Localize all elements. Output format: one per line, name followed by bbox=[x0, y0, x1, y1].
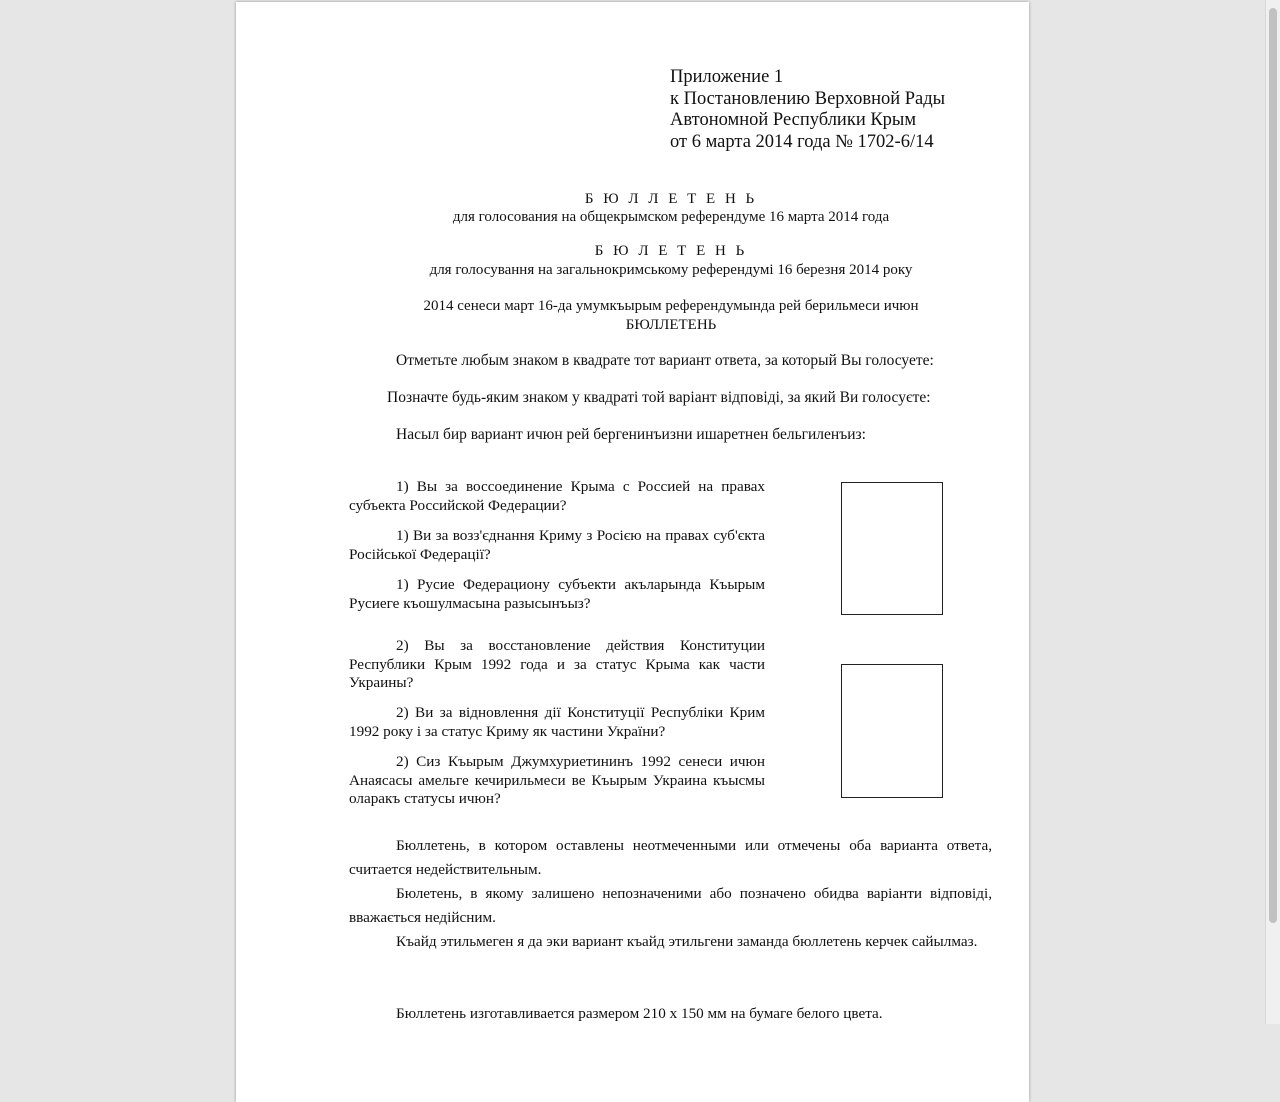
appendix-line: Автономной Республики Крым bbox=[670, 110, 917, 130]
ballot-title-crh: БЮЛЛЕТЕНЬ bbox=[625, 317, 717, 333]
document-page bbox=[236, 2, 1029, 1102]
appendix-header bbox=[670, 67, 945, 153]
note-invalid-crh: Къайд этильмеген я да эки вариант къайд этильгени заманда бюллетень керчек сайылмаз. bbox=[396, 933, 978, 950]
appendix-line: Приложение 1 bbox=[670, 67, 784, 87]
ballot-title-ru: Б Ю Л Л Е Т Е Н Ь bbox=[584, 191, 758, 207]
option-1-ua: 1) Ви за возз'єднання Криму з Росією на правах суб'єкта Російської Федерації? bbox=[349, 527, 765, 563]
instruction-ru: Отметьте любым знаком в квадрате тот вариант ответа, за который Вы голосуете: bbox=[396, 352, 934, 369]
option-1-ru: 1) Вы за воссоединение Крыма с Россией на правах субъекта Российской Федерации? bbox=[349, 478, 765, 514]
instruction-ua: Позначте будь-яким знаком у квадраті той варіант відповіді, за який Ви голосуєте: bbox=[387, 389, 931, 406]
note-invalid-ru: Бюллетень, в котором оставлены неотмеченными или отмечены оба варианта ответа, считается недействительным. bbox=[349, 837, 992, 878]
vertical-scrollbar[interactable] bbox=[1265, 0, 1280, 1024]
ballot-subtitle-ru: для голосования на общекрымском референдуме 16 марта 2014 года bbox=[452, 209, 890, 225]
option-2-ru: 2) Вы за восстановление действия Конституции Республики Крым 1992 года и за статус Крыма как части Украины? bbox=[349, 637, 765, 692]
option-1-crh: 1) Русие Федерациону субъекти акъларында Къырым Русиеге къошулмасына разысынъыз? bbox=[349, 576, 765, 612]
instruction-crh: Насыл бир вариант ичюн рей бергенинъизни ишаретнен бельгиленъиз: bbox=[396, 426, 866, 443]
appendix-line: от 6 марта 2014 года № 1702-6/14 bbox=[670, 131, 934, 152]
ballot-subtitle-crh: 2014 сенеси март 16-да умумкъырым референдумында рей берильмеси ичюн bbox=[423, 298, 919, 314]
appendix-line: к Постановлению Верховной Рады bbox=[670, 88, 946, 109]
option-1-checkbox[interactable] bbox=[841, 482, 943, 615]
ballot-title-ua: Б Ю Л Е Т Е Н Ь bbox=[594, 243, 748, 259]
option-2-crh: 2) Сиз Къырым Джумхуриетининъ 1992 сенеси ичюн Анаясасы амельге кечирильмеси ве Къырым Украина къысмы оларакъ статусы ичюн? bbox=[349, 753, 765, 808]
option-2-ua: 2) Ви за відновлення дії Конституції Республіки Крим 1992 року і за статус Криму як частини України? bbox=[349, 704, 765, 740]
option-2-checkbox[interactable] bbox=[841, 664, 943, 798]
note-size: Бюллетень изготавливается размером 210 х 150 мм на бумаге белого цвета. bbox=[396, 1005, 883, 1022]
scrollbar-thumb[interactable] bbox=[1269, 8, 1277, 923]
ballot-subtitle-ua: для голосування на загальнокримському референдумі 16 березня 2014 року bbox=[429, 262, 913, 278]
note-invalid-ua: Бюлетень, в якому залишено непозначеними або позначено обидва варіанти відповіді, вважається недійсним. bbox=[349, 885, 992, 926]
